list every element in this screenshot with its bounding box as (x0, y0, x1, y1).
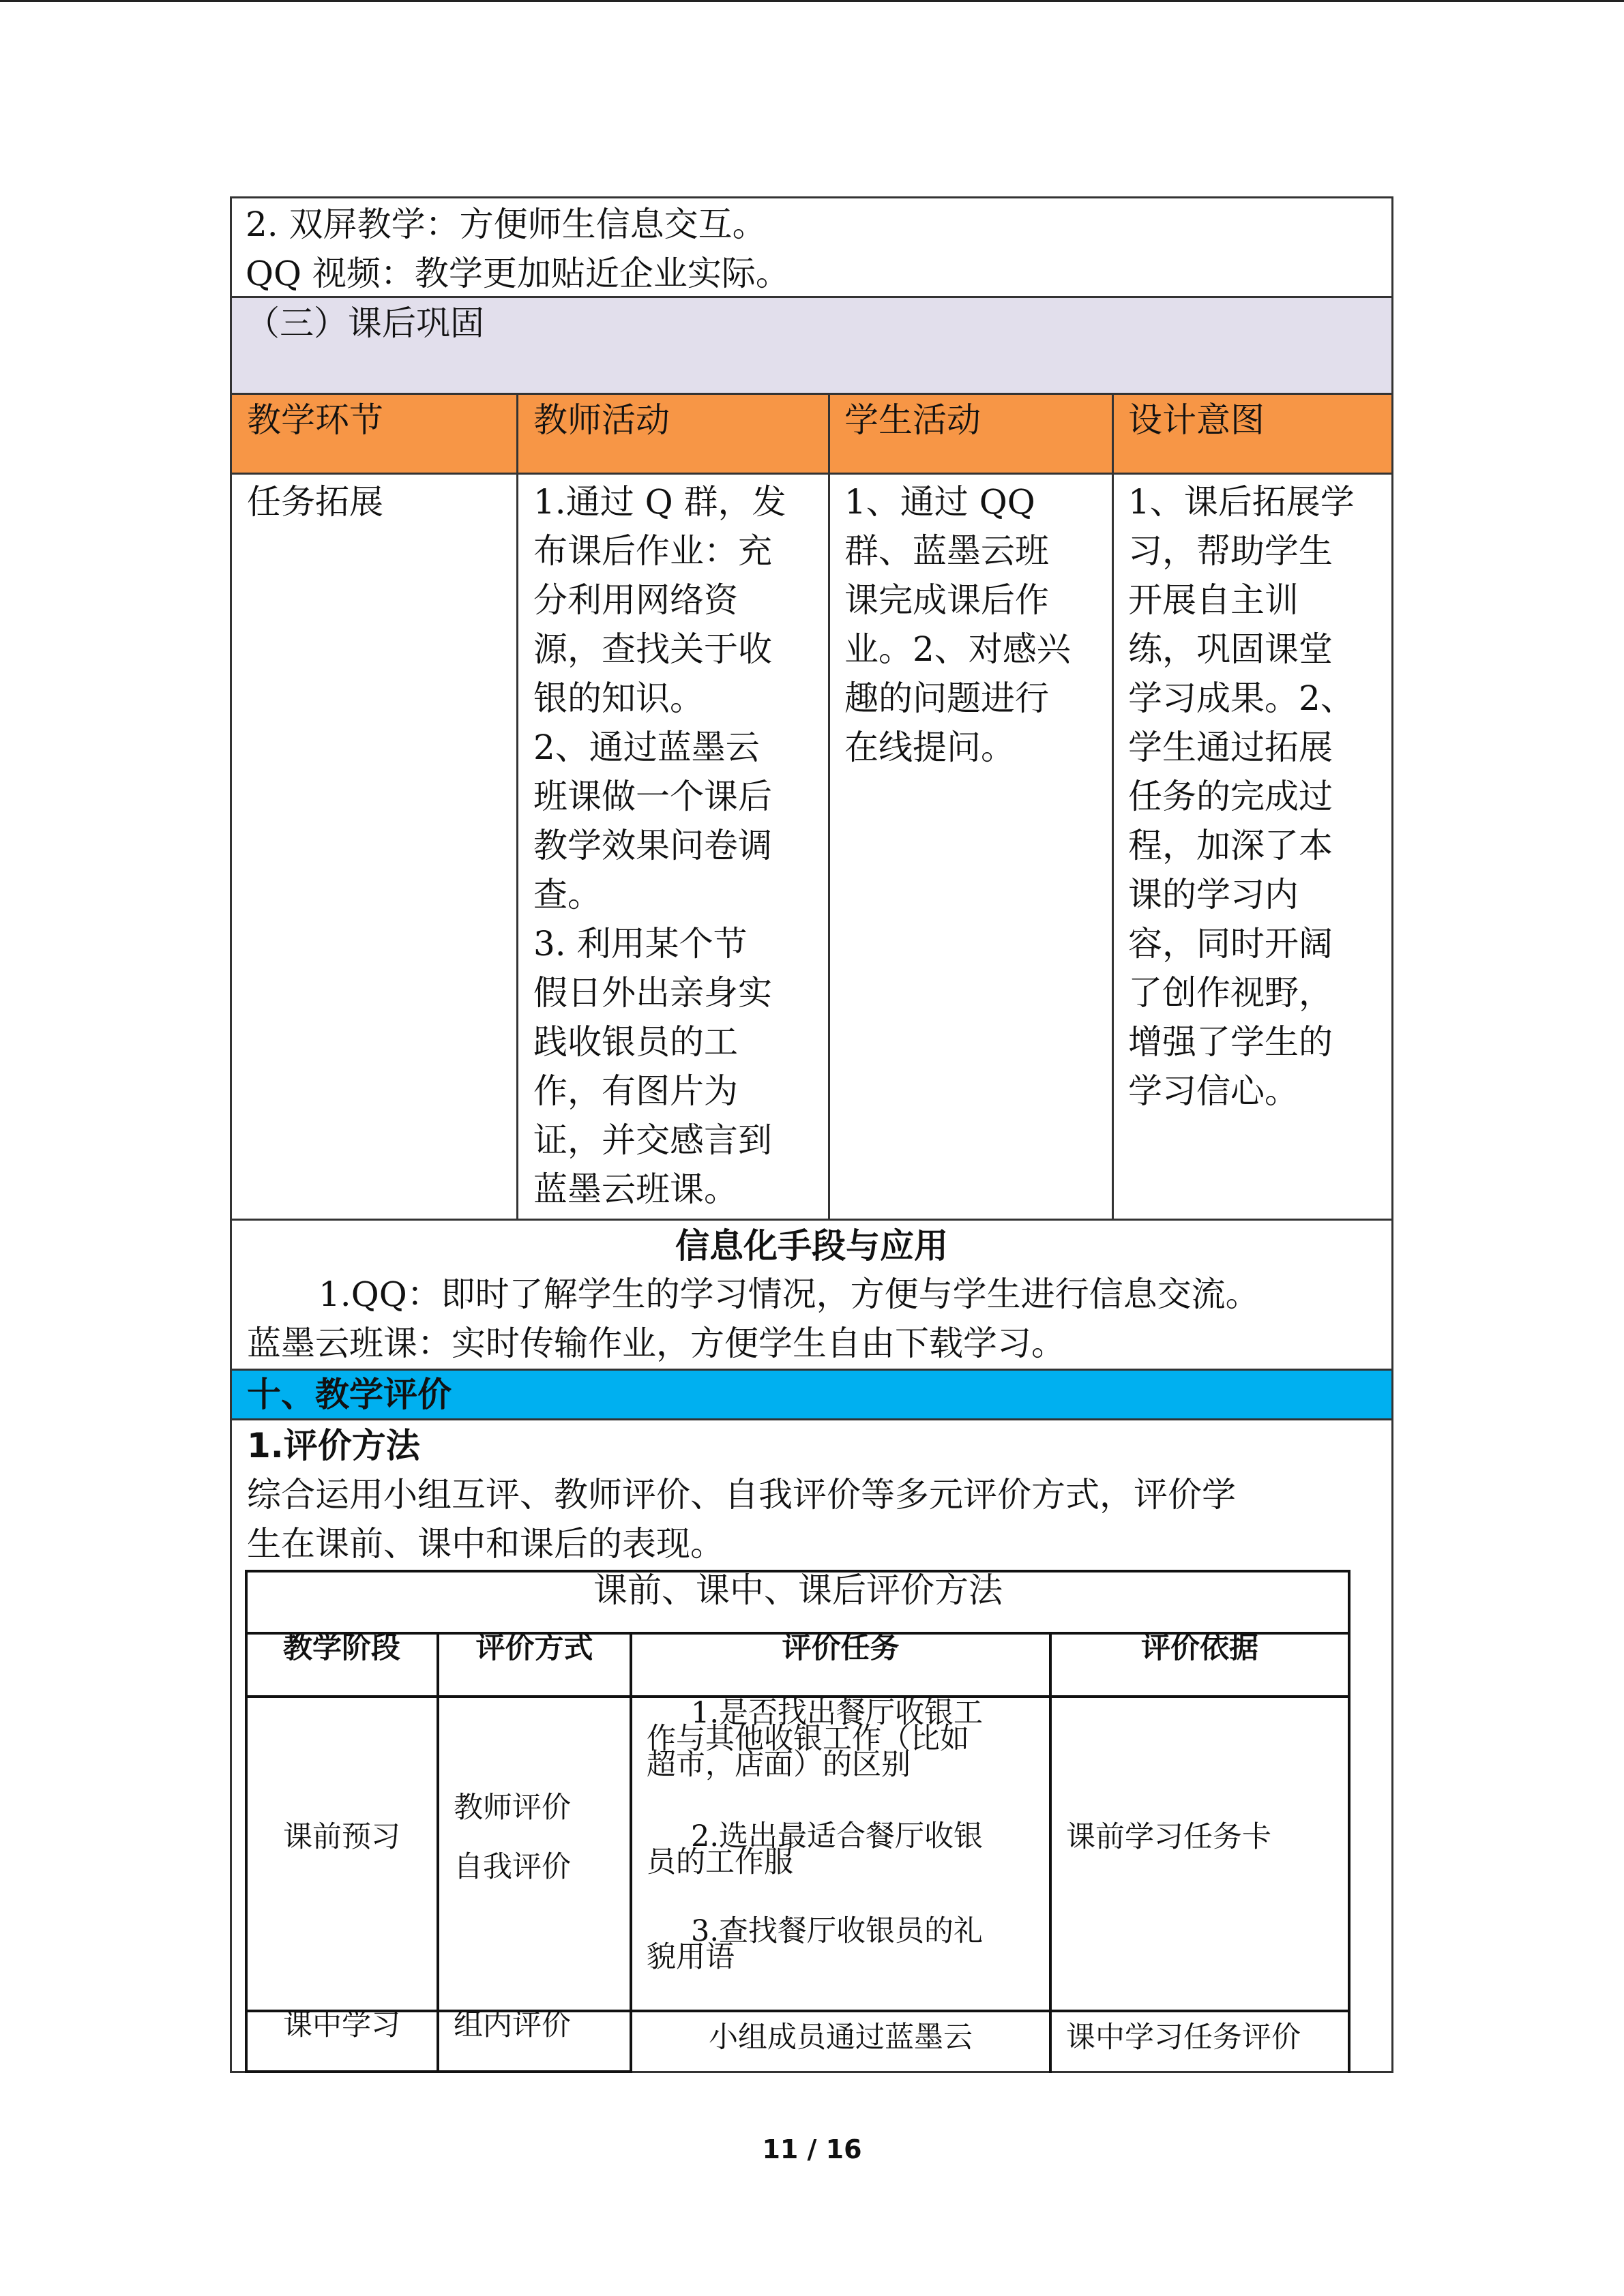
teacher-line: 2、通过蓝墨云 (533, 728, 760, 767)
student-line: 在线提问。 (844, 728, 1015, 767)
teacher-line: 1.通过 Q 群，发 (533, 482, 786, 522)
intent-line: 程，加深了本 (1128, 826, 1333, 865)
row1-basis: 课前学习任务卡 (1066, 1820, 1271, 1854)
col-border-3 (1112, 394, 1114, 1221)
info-section-title: 信息化手段与应用 (675, 1226, 948, 1266)
inner-col-border-2 (630, 1632, 632, 2073)
teacher-line: 布课后作业：充 (533, 531, 772, 571)
row1-task-2 (647, 1819, 983, 1880)
teacher-line: 银的知识。 (533, 679, 704, 718)
inner-col-border-3 (1049, 1632, 1052, 2073)
page-number: 11 / 16 (762, 2134, 862, 2164)
student-line: 1、通过 QQ (844, 482, 1035, 522)
teacher-line: 蓝墨云班课。 (533, 1169, 738, 1209)
inner-header-method: 评价方式 (475, 1631, 593, 1665)
row1-stage: 课前预习 (283, 1820, 400, 1854)
intent-line: 课的学习内 (1128, 875, 1299, 914)
intent-line: 学习信心。 (1128, 1071, 1299, 1111)
section-ten-title: 十、教学评价 (247, 1375, 452, 1414)
row2-method: 组内评价 (454, 2008, 571, 2042)
row1-task-3 (647, 1913, 983, 1975)
header-teacher-activity: 教师活动 (533, 400, 670, 440)
col-border-2 (828, 394, 830, 1221)
teacher-line: 班课做一个课后 (533, 777, 772, 816)
intent-line: 了创作视野， (1128, 973, 1333, 1013)
task1-line: 超市，店面）的区别 (647, 1748, 911, 1782)
teacher-line: 践收银员的工 (533, 1022, 738, 1062)
row2-stage: 课中学习 (283, 2008, 400, 2042)
row-border-3 (230, 473, 1393, 475)
task3-line: 3.查找餐厅收银员的礼 (691, 1914, 984, 1948)
teacher-line: 源，查找关于收 (533, 629, 772, 669)
inner-header-basis: 评价依据 (1141, 1631, 1258, 1665)
row-border-top (230, 196, 1393, 198)
row1-method-1: 教师评价 (454, 1791, 571, 1825)
page-top-border (0, 0, 1624, 2)
task2-line: 2.选出最适合餐厅收银 (691, 1819, 984, 1853)
row-border-4 (230, 1219, 1393, 1221)
intent-line: 练，巩固课堂 (1128, 629, 1333, 669)
teacher-line: 证，并交感言到 (533, 1120, 772, 1160)
intent-line: 增强了学生的 (1128, 1022, 1333, 1062)
inner-header-stage: 教学阶段 (283, 1631, 400, 1665)
row1-task-1 (647, 1695, 983, 1783)
task1-line: 作与其他收银工作（比如 (647, 1722, 969, 1756)
outer-left-border (230, 196, 232, 2073)
row2-basis: 课中学习任务评价 (1066, 2021, 1301, 2055)
intent-line: 学习成果。2、 (1128, 679, 1355, 718)
intent-line: 习，帮助学生 (1128, 531, 1333, 571)
top-cell-line-1: 2. 双屏教学：方便师生信息交互。 (246, 205, 767, 244)
student-activity-cell (844, 477, 1071, 772)
student-line: 业。2、对感兴 (844, 629, 1071, 669)
row1-method-2: 自我评价 (454, 1850, 571, 1884)
header-student-activity: 学生活动 (844, 400, 981, 440)
teacher-line: 教学效果问卷调 (533, 826, 772, 865)
intent-line: 开展自主训 (1128, 580, 1299, 620)
student-line: 群、蓝墨云班 (844, 531, 1049, 571)
teacher-activity-cell (533, 477, 786, 1214)
teacher-line: 查。 (533, 875, 602, 914)
row-border-2 (230, 393, 1393, 395)
teacher-line: 分利用网络资 (533, 580, 738, 620)
student-line: 课完成课后作 (844, 580, 1049, 620)
top-cell-line-2: QQ 视频：教学更加贴近企业实际。 (246, 254, 790, 293)
col-border-1 (516, 394, 518, 1221)
header-design-intent: 设计意图 (1128, 400, 1265, 440)
intent-line: 容，同时开阔 (1128, 924, 1333, 964)
teacher-line: 假日外出亲身实 (533, 973, 772, 1013)
eval-method-line-1: 综合运用小组互评、教师评价、自我评价等多元评价方式，评价学 (247, 1475, 1236, 1515)
eval-method-line-2: 生在课前、课中和课后的表现。 (247, 1524, 724, 1564)
task3-line: 貌用语 (647, 1940, 735, 1974)
section-three-title: （三）课后巩固 (246, 303, 484, 343)
eval-method-subtitle: 1.评价方法 (247, 1426, 420, 1465)
student-line: 趣的问题进行 (844, 679, 1049, 718)
info-line-2: 蓝墨云班课：实时传输作业，方便学生自由下载学习。 (247, 1324, 1065, 1363)
task1-line: 1.是否找出餐厅收银工 (691, 1696, 984, 1730)
outer-right-border (1391, 196, 1393, 2073)
inner-table-title: 课前、课中、课后评价方法 (593, 1570, 1003, 1610)
intent-line: 任务的完成过 (1128, 777, 1333, 816)
teacher-line: 作，有图片为 (533, 1071, 738, 1111)
design-intent-cell (1128, 477, 1355, 1116)
info-line-1: 1.QQ：即时了解学生的学习情况，方便与学生进行信息交流。 (319, 1274, 1260, 1314)
task2-line: 员的工作服 (647, 1845, 793, 1879)
row2-task: 小组成员通过蓝墨云 (709, 2021, 973, 2055)
intent-line: 1、课后拓展学 (1128, 482, 1355, 522)
inner-header-task: 评价任务 (782, 1631, 900, 1665)
intent-line: 学生通过拓展 (1128, 728, 1333, 767)
task-stage: 任务拓展 (247, 482, 383, 522)
teacher-line: 3. 利用某个节 (533, 924, 748, 964)
header-stage: 教学环节 (247, 400, 383, 440)
